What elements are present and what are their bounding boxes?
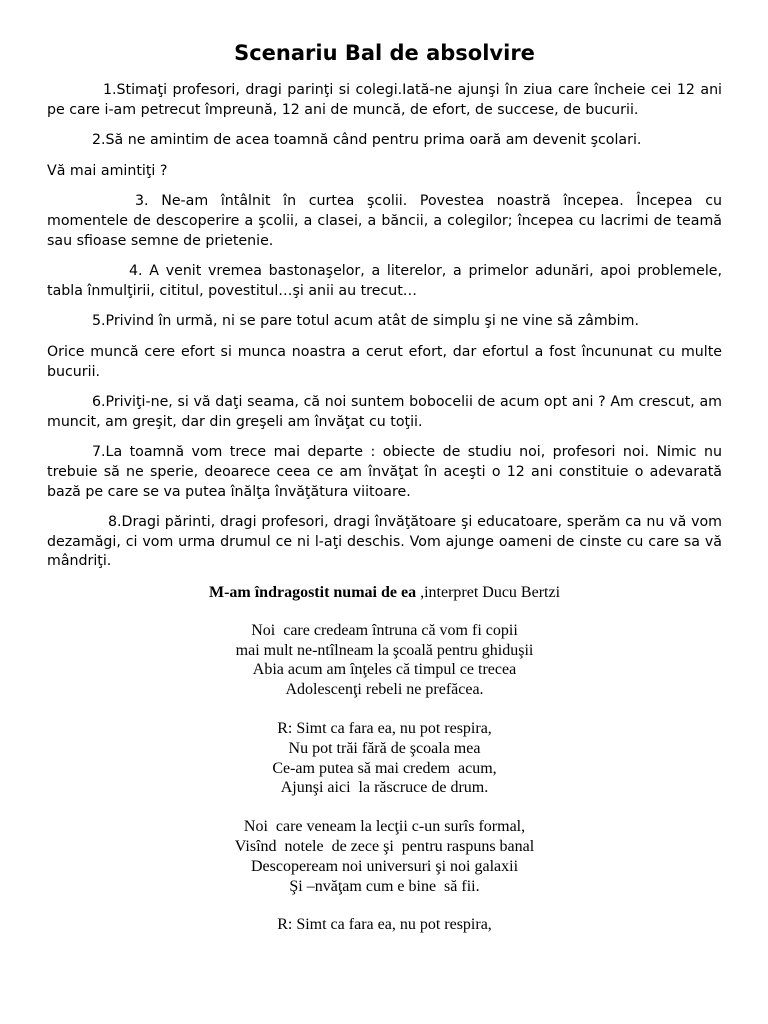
lyrics-stanza: [47, 915, 722, 935]
paragraph-list: [47, 81, 722, 572]
paragraph: 7.La toamnă vom trece mai departe : obiecte de studiu noi, profesori noi. Nimic nu trebuie să ne sperie, deoarece ceea ce am învăţat în aceşti o 12 ani constituie o adevarată bază pe care se va putea înălţa învăţătura viitoare.: [47, 444, 722, 500]
lyrics-line: Descopeream noi universuri şi noi galaxii: [250, 857, 519, 875]
lyrics-line: mai mult ne-ntîlneam la şcoală pentru ghiduşii: [235, 641, 534, 659]
document-title: Scenariu Bal de absolvire: [234, 41, 535, 65]
lyrics-line: Adolescenţi rebeli ne prefăcea.: [285, 681, 484, 699]
lyrics-line: Noi care veneam la lecţii c-un surîs formal,: [243, 818, 526, 836]
paragraph: 8.Dragi părinti, dragi profesori, dragi învăţătoare şi educatoare, sperăm ca nu vă vom dezamăgi, ci vom urma drumul ce ni l-aţi deschis. Vom ajunge oameni de cinste cu care sa vă mândriţi.: [47, 514, 722, 570]
lyrics-stanza: [47, 719, 722, 798]
lyrics-line: Visînd notele de zece şi pentru raspuns banal: [234, 838, 535, 856]
paragraph: 2.Să ne amintim de acea toamnă când pentru prima oară am devenit şcolari.: [92, 132, 642, 149]
song-title-interpreter: ,interpret Ducu Bertzi: [416, 583, 561, 601]
lyrics-line: Nu pot trăi fără de şcoala mea: [288, 739, 481, 757]
document-page: [47, 38, 722, 954]
song-lyrics: [47, 621, 722, 935]
lyrics-stanza: [47, 621, 722, 700]
paragraph: 1.Stimaţi profesori, dragi parinţi si colegi.Iată-ne ajunşi în ziua care încheie cei 12 ani pe care i-am petrecut împreună, 12 ani de muncă, de efort, de succese, de bucurii.: [47, 82, 722, 118]
paragraph: 4. A venit vremea bastonaşelor, a literelor, a primelor adunări, apoi problemele, tabla înmulţirii, cititul, povestitul…şi anii au trecut…: [47, 263, 722, 299]
song-title: [47, 583, 722, 603]
paragraph: 6.Priviţi-ne, si vă daţi seama, că noi suntem bobocelii de acum opt ani ? Am crescut, am muncit, am greşit, dar din greşeli am învăţat cu toţii.: [47, 394, 722, 430]
lyrics-line: Ajunşi aici la răscruce de drum.: [280, 779, 489, 797]
lyrics-line: Abia acum am înţeles că timpul ce trecea: [252, 661, 517, 679]
song-title-name: M-am îndragostit numai de ea: [208, 583, 417, 601]
lyrics-stanza: [47, 817, 722, 896]
paragraph: 5.Privind în urmă, ni se pare totul acum atât de simplu şi ne vine să zâmbim.: [92, 313, 639, 330]
paragraph: 3. Ne-am întâlnit în curtea şcolii. Povestea noastră începea. Începea cu momentele de descoperire a şcolii, a clasei, a băncii, a colegilor; începea cu lacrimi de teamă sau sfioase semne de prietenie.: [47, 193, 722, 249]
paragraph: Vă mai amintiţi ?: [47, 162, 168, 179]
lyrics-line: Şi –nvăţam cum e bine să fii.: [289, 877, 480, 895]
lyrics-line: Noi care credeam întruna că vom fi copii: [251, 621, 518, 639]
paragraph: Orice muncă cere efort si munca noastra a cerut efort, dar efortul a fost încununat cu multe bucurii.: [47, 343, 722, 380]
lyrics-line: Ce-am putea să mai credem acum,: [272, 759, 497, 777]
lyrics-line: R: Simt ca fara ea, nu pot respira,: [277, 720, 492, 738]
lyrics-line: R: Simt ca fara ea, nu pot respira,: [277, 916, 492, 934]
